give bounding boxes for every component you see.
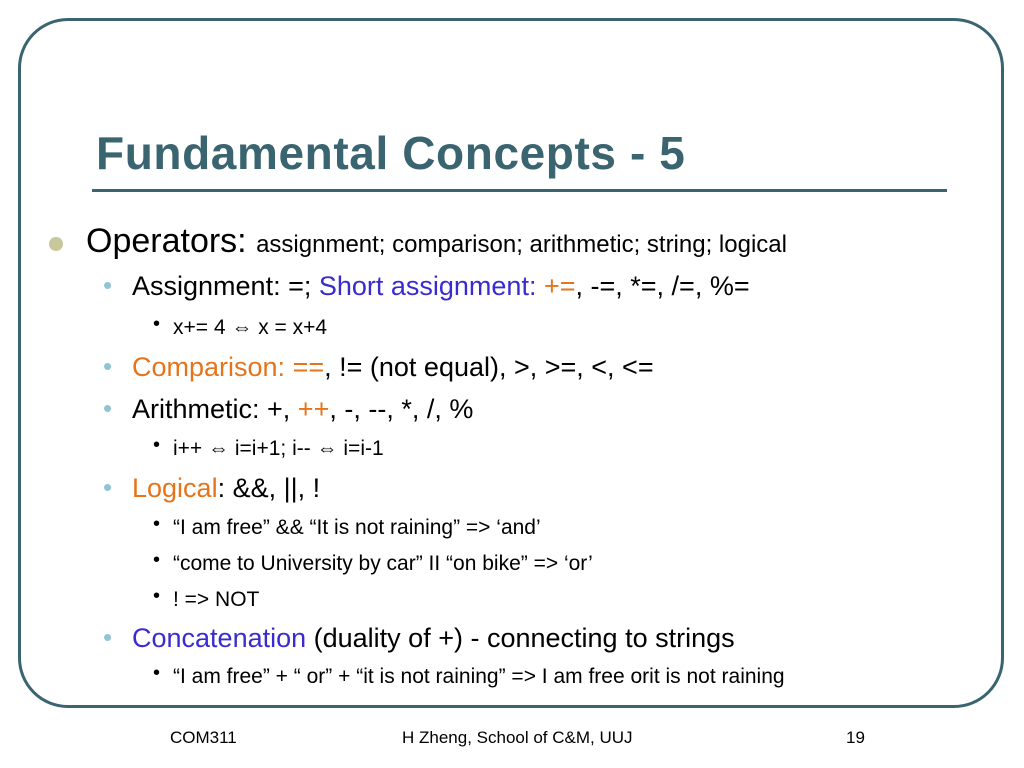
slide-title: Fundamental Concepts - 5 [96,127,686,179]
logical-example-and: “I am free” && “It is not raining” => ‘and’ [173,516,541,539]
concatenation-label: Concatenation [132,623,307,653]
bullet-level3-icon: • [153,313,161,335]
concatenation-rest-pre: (duality of [306,623,439,653]
arithmetic-example: i++ ⇔ i=i+1; i-- ⇔ i=i-1 [173,437,384,460]
comparison-rest: , != (not equal), >, >=, <, <= [324,352,654,382]
bullet-level2-icon: • [103,622,113,652]
footer-course: COM311 [170,728,237,747]
concatenation-op: + [438,623,454,653]
bullet-level3-icon: • [153,549,161,571]
bullet-level2-icon: • [103,270,113,300]
logical-rest: : &&, ||, ! [217,473,321,503]
bullet-assignment [132,271,750,302]
concatenation-example: “I am free” + “ or” + “it is not raining” => I am free orit is not raining [173,665,785,688]
logical-label: Logical [132,473,218,503]
logical-example-not: ! => NOT [173,588,260,611]
bullet-level2-icon: • [103,472,113,502]
operators-detail: assignment; comparison; arithmetic; string; logical [256,231,787,258]
bullet-logical [132,473,320,504]
bullet-level2-icon: • [103,351,113,381]
bullet-level3-icon: • [153,513,161,535]
short-assignment-label: Short assignment: [318,271,544,301]
comparison-label: Comparison: [132,352,293,382]
bullet-level2-icon: • [103,393,113,423]
arithmetic-label: Arithmetic: +, [132,394,298,424]
bullet-arithmetic [132,394,473,425]
footer-author: H Zheng, School of C&M, UUJ [402,728,633,747]
logical-example-or: “come to University by car” II “on bike” => ‘or’ [173,552,593,575]
arithmetic-rest: , -, --, *, /, % [329,394,474,424]
arithmetic-op: ++ [297,394,330,424]
assignment-label: Assignment: =; [132,271,319,301]
comparison-op: == [292,352,325,382]
bullet-level1-icon [49,237,63,251]
operators-heading: Operators: [86,222,247,260]
footer-page-number: 19 [846,728,865,747]
bullet-operators [86,222,787,261]
bullet-level3-icon: • [153,585,161,607]
concatenation-rest-post: ) - connecting to strings [453,623,735,653]
bullet-comparison [132,352,654,383]
bullet-level3-icon: • [153,662,161,684]
bullet-concatenation [132,623,735,654]
bullet-level3-icon: • [153,434,161,456]
assignment-rest: , -=, *=, /=, %= [575,271,750,301]
short-assignment-op: += [543,271,576,301]
assignment-example: x+= 4 ⇔ x = x+4 [173,316,328,339]
